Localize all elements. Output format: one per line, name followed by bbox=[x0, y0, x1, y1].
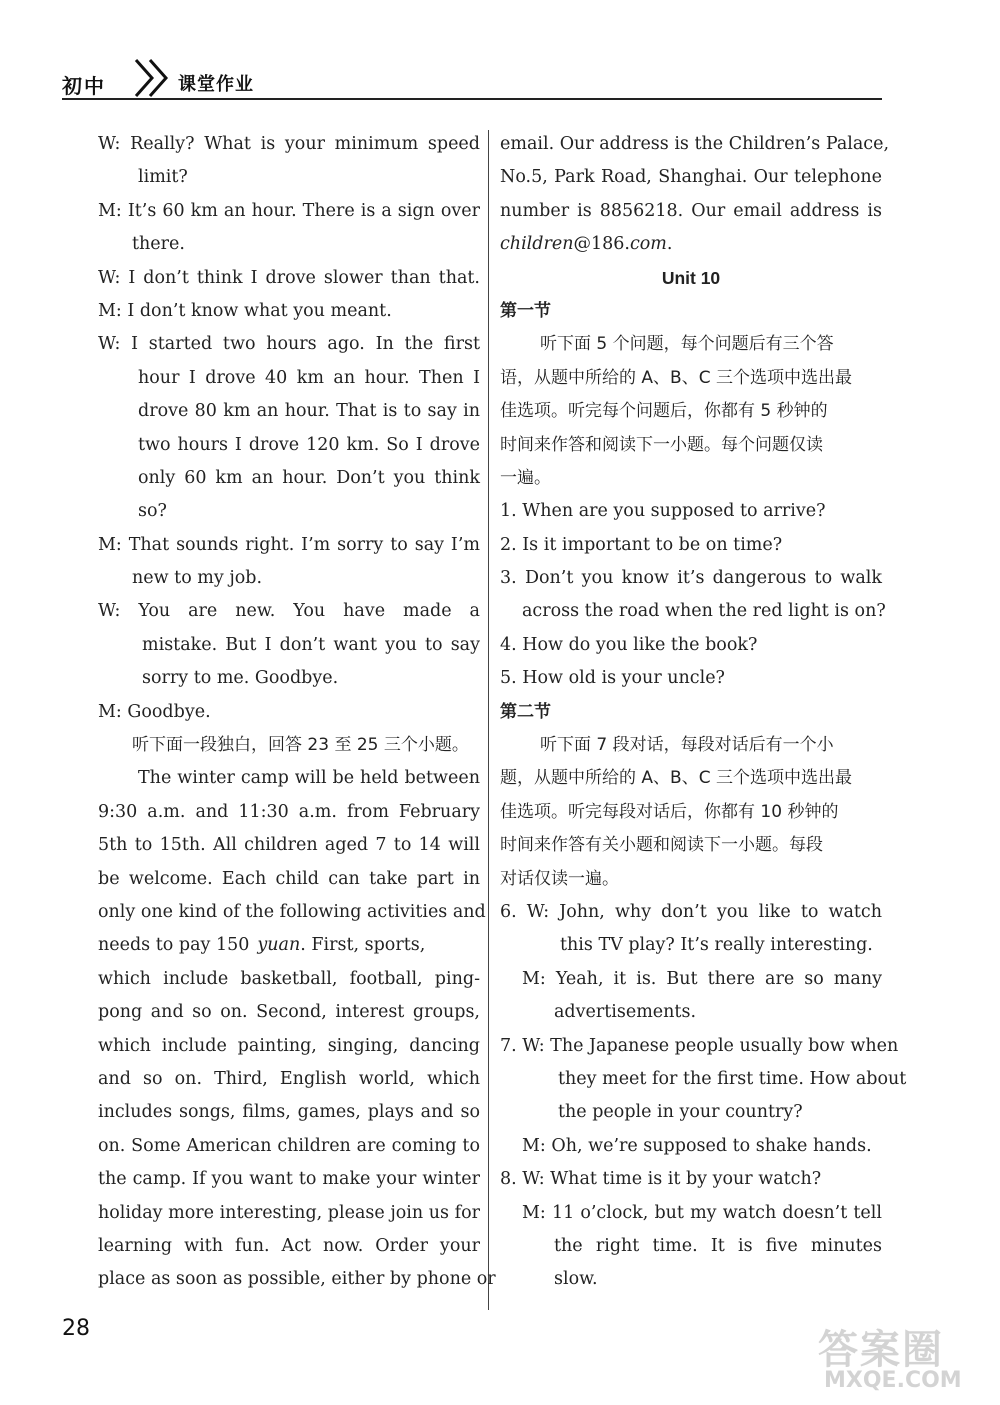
right-column bbox=[500, 128, 907, 1297]
unit-title: Unit 10 bbox=[661, 267, 721, 288]
section-heading: 第一节 bbox=[500, 300, 551, 321]
dialogue-line: this TV play? It’s really interesting. bbox=[560, 935, 873, 956]
text-line: the camp. If you want to make your winter bbox=[98, 1169, 480, 1190]
dialogue-line: M: 11 o’clock, but my watch doesn’t tell bbox=[522, 1202, 882, 1223]
instruction-line: 对话仅读一遍。 bbox=[500, 868, 619, 889]
instruction-line: 题，从题中所给的 A、B、C 三个选项中选出最 bbox=[500, 768, 852, 789]
text-line: which include painting, singing, dancing bbox=[98, 1035, 480, 1056]
question-item: 4. How do you like the book? bbox=[500, 634, 758, 655]
question-item: 1. When are you supposed to arrive? bbox=[500, 501, 826, 522]
text-line: number is 8856218. Our email address is bbox=[500, 200, 882, 221]
question-item: 5. How old is your uncle? bbox=[500, 668, 725, 689]
section-heading: 第二节 bbox=[500, 701, 551, 722]
text-line: limit? bbox=[138, 167, 188, 188]
text-line: M: I don’t know what you meant. bbox=[98, 300, 392, 321]
watermark bbox=[818, 1318, 994, 1400]
text-segment: . bbox=[666, 234, 673, 255]
question-item: 3. Don’t you know it’s dangerous to walk bbox=[500, 568, 882, 589]
text-segment: . First, sports, bbox=[300, 935, 426, 956]
text-line: hour I drove 40 km an hour. Then I bbox=[138, 367, 480, 388]
left-column bbox=[98, 128, 496, 1297]
text-line bbox=[98, 929, 480, 962]
text-line: on. Some American children are coming to bbox=[98, 1135, 480, 1156]
text-segment: needs to pay 150 bbox=[98, 935, 250, 956]
dialogue-line: M: Oh, we’re supposed to shake hands. bbox=[522, 1135, 872, 1156]
text-line: learning with fun. Act now. Order your bbox=[98, 1235, 480, 1256]
instruction-line: 听下面 5 个问题，每个问题后有三个答 bbox=[540, 334, 834, 355]
question-continuation: across the road when the red light is on? bbox=[522, 601, 886, 622]
text-line: includes songs, films, games, plays and so bbox=[98, 1102, 480, 1123]
text-line: W: I started two hours ago. In the first bbox=[98, 334, 480, 355]
text-line: only one kind of the following activities and bbox=[98, 901, 486, 922]
instruction-line: 时间来作答有关小题和阅读下一小题。每段 bbox=[500, 835, 823, 856]
page-number: 28 bbox=[62, 1316, 90, 1341]
text-line: mistake. But I don’t want you to say bbox=[142, 634, 480, 655]
dialogue-line: the people in your country? bbox=[558, 1102, 803, 1123]
email-user: children bbox=[500, 234, 574, 255]
text-line: two hours I drove 120 km. So I drove bbox=[138, 434, 480, 455]
text-line: W: I don’t think I drove slower than that. bbox=[98, 267, 480, 288]
text-line: which include basketball, football, ping- bbox=[98, 968, 480, 989]
dialogue-line: 6. W: John, why don’t you like to watch bbox=[500, 901, 882, 922]
italic-word: yuan bbox=[257, 935, 301, 956]
text-line: No.5, Park Road, Shanghai. Our telephone bbox=[500, 167, 882, 188]
text-line: drove 80 km an hour. That is to say in bbox=[138, 401, 480, 422]
text-line: M: That sounds right. I’m sorry to say I’m bbox=[98, 534, 480, 555]
watermark-logo: 答案圈 bbox=[818, 1327, 944, 1373]
section-instruction: 听下面一段独白，回答 23 至 25 三个小题。 bbox=[132, 735, 469, 756]
text-line: there. bbox=[132, 234, 185, 255]
dialogue-line: 7. W: The Japanese people usually bow when bbox=[500, 1035, 899, 1056]
text-line: be welcome. Each child can take part in bbox=[98, 868, 480, 889]
dialogue-line: the right time. It is five minutes bbox=[554, 1235, 882, 1256]
dialogue-line: 8. W: What time is it by your watch? bbox=[500, 1169, 822, 1190]
text-line: only 60 km an hour. Don’t you think bbox=[138, 467, 480, 488]
instruction-line: 语，从题中所给的 A、B、C 三个选项中选出最 bbox=[500, 367, 852, 388]
text-line: W: You are new. You have made a bbox=[98, 601, 480, 622]
header-title: 课堂作业 bbox=[178, 74, 254, 95]
text-line: new to my job. bbox=[132, 568, 263, 589]
text-line: 9:30 a.m. and 11:30 a.m. from February bbox=[98, 801, 480, 822]
instruction-line: 佳选项。听完每段对话后，你都有 10 秒钟的 bbox=[500, 801, 839, 822]
header-rule bbox=[62, 98, 882, 100]
text-line: place as soon as possible, either by phone or bbox=[98, 1269, 496, 1290]
double-chevron-icon bbox=[130, 58, 174, 98]
text-line: email. Our address is the Children’s Palace, bbox=[500, 134, 890, 154]
text-line: and so on. Third, English world, which bbox=[98, 1068, 480, 1089]
dialogue-line: advertisements. bbox=[554, 1002, 697, 1023]
text-segment bbox=[249, 929, 480, 962]
text-line: M: Goodbye. bbox=[98, 701, 211, 722]
text-line: W: Really? What is your minimum speed bbox=[98, 134, 480, 154]
text-line: The winter camp will be held between bbox=[138, 768, 480, 789]
instruction-line: 时间来作答和阅读下一小题。每个问题仅读 bbox=[500, 434, 823, 455]
page-header bbox=[62, 62, 882, 102]
text-line: sorry to me. Goodbye. bbox=[142, 668, 339, 689]
watermark-url: MXQE.COM bbox=[824, 1368, 962, 1393]
text-line: so? bbox=[138, 501, 167, 522]
dialogue-line: they meet for the first time. How about bbox=[558, 1068, 907, 1089]
instruction-line: 一遍。 bbox=[500, 467, 551, 488]
email-domain: @186. bbox=[573, 234, 630, 255]
text-line: pong and so on. Second, interest groups, bbox=[98, 1002, 480, 1023]
instruction-line: 听下面 7 段对话，每段对话后有一个小 bbox=[540, 735, 834, 756]
dialogue-line: slow. bbox=[554, 1269, 598, 1290]
email-line bbox=[500, 228, 882, 261]
column-divider bbox=[488, 130, 489, 1310]
header-level: 初中 bbox=[62, 74, 106, 98]
text-line: 5th to 15th. All children aged 7 to 14 will bbox=[98, 835, 480, 856]
text-line: holiday more interesting, please join us for bbox=[98, 1202, 480, 1223]
instruction-line: 佳选项。听完每个问题后，你都有 5 秒钟的 bbox=[500, 401, 828, 422]
question-item: 2. Is it important to be on time? bbox=[500, 534, 783, 555]
email-tld: com bbox=[629, 234, 667, 255]
dialogue-line: M: Yeah, it is. But there are so many bbox=[522, 968, 882, 989]
text-line: M: It’s 60 km an hour. There is a sign over bbox=[98, 200, 480, 221]
